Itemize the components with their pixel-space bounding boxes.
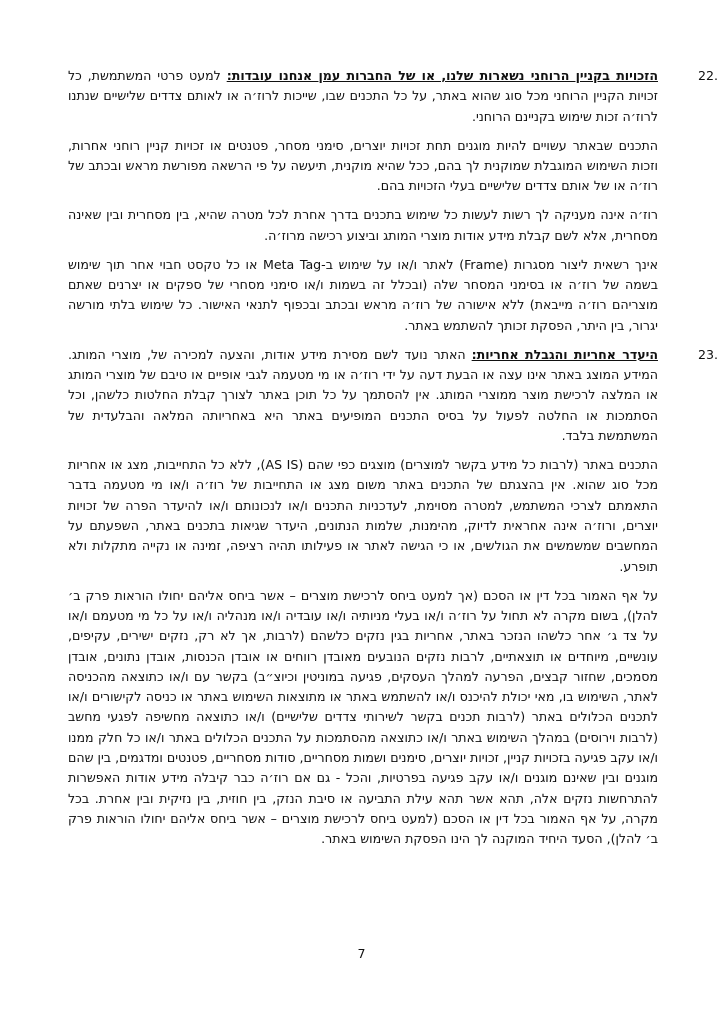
clause-heading: הזכויות בקניין הרוחני נשארות שלנו, או של החברות עמן אנחנו עובדות: bbox=[226, 68, 658, 83]
document-page bbox=[68, 66, 718, 858]
clause-paragraph: על אף האמור בכל דין או הסכם (אך למעט ביחס לרכישת מוצרים – אשר ביחס אליהם יחולו הוראות פרק ב׳ להלן), בשום מקרה לא תחול על רוז׳ה ו/או בעלי מניותיה ו/או עובדיה ו/או מנהליה ו/או על כל מי מטעמם ו/או על צד ג׳ אחר כלשהו הנזכר באתר, אחריות בגין נזקים כלשהם (לרבות, אך לא רק, נזקים ישירים, עקיפים, עונשיים, מיוחדים או תוצאתיים, לרבות נזקים הנובעים מאובדן רווחים או אובדן הכנסות, אובדן נתונים, אובדן מסמכים, שחזור קבצים, הפרעה למהלך העסקים, פגיעה במוניטין וכיוצ״ב) בקשר עם ו/או כתוצאה מהכניסה לאתר, השימוש בו, מאי יכולת להיכנס ו/או להשתמש באתר או מתוצאות השימוש באתר או כניסה לקישורים ו/או לתכנים הכלולים באתר (לרבות תכנים בקשר לשירותי צדדים שלישיים) ו/או כתוצאה מחשיפה לפגעי מחשב (לרבות וירוסים) במהלך השימוש באתר ו/או כתוצאה מהסתמכות על התכנים הכלולים באתר ו/או כל חלק ממנו ו/או עקב פגיעה בזכויות קניין, זכויות יוצרים, סימנים ושמות מסחריים, סודות מסחריים, פטנטים ומדגמים, בין שהם מוגנים ובין שאינם מוגנים ו/או עקב פגיעה בפרטיות, והכל - גם אם רוז׳ה כבר קיבלה מידע אודות האפשרות להתרחשות נזקים אלה, תהא אשר תהא עילת התביעה או סיבת הנזק, בין חוזית, בין נזיקית ובין אחרת. בכל מקרה, על אף האמור בכל דין או הסכם (למעט ביחס לרכישת מוצרים – אשר ביחס אליהם יחולו הוראות פרק ב׳ להלן), הסעד היחיד המוקנה לך הינו הפסקת השימוש באתר. bbox=[68, 587, 658, 847]
clause-paragraph: התכנים באתר (לרבות כל מידע בקשר למוצרים) מוצגים כפי שהם (AS IS), ללא כל התחייבות, מצג או אחריות מכל סוג שהוא. אין בהצגתם של התכנים באתר משום מצג או התחייבות של רוז׳ה ו/או מי מטעמה בדבר התאמתם לצרכי המשתמש, למטרה מסוימת, לעדכניות התכנים ו/או לנכונותם ו/או להיעדר הפרה של זכויות יוצרים, ורוז׳ה אינה אחראית לדיוק, מהימנות, שלמות הנתונים, היעדר שגיאות בתכנים באתר, השפעתם על המחשבים שמשמשים את הגולשים, או כי הגישה לאתר או פעילותו תהיה רציפה, זמינה או נקייה מתקלות ולא תופרע. bbox=[68, 457, 658, 574]
page-number: 7 bbox=[357, 946, 366, 961]
clause-paragraph bbox=[68, 66, 658, 127]
clause-23 bbox=[68, 345, 718, 850]
clause-paragraph: רוז׳ה אינה מעניקה לך רשות לעשות כל שימוש בתכנים בדרך אחרת לכל מטרה שהיא, בין מסחרית ובין שאינה מסחרית, אלא לשם קבלת מידע אודות מוצרי המותג וביצוע רכישה מרוז׳ה. bbox=[68, 207, 658, 243]
paragraph-text: למעט פרטי המשתמשת, כל זכויות הקניין הרוחני מכל סוג שהוא באתר, על כל התכנים שבו, שייכות לרוז׳ה או לאותם צדדים שלישיים שנתנו לרוז׳ה זכות שימוש בקניינם הרוחני. bbox=[68, 68, 658, 124]
clause-number: 23. bbox=[697, 346, 718, 362]
clause-paragraph: התכנים שבאתר עשויים להיות מוגנים תחת זכויות יוצרים, סימני מסחר, פטנטים או זכויות קניין רוחני אחרות, וזכות השימוש המוגבלת שמוקנית לך בהם, ככל שהיא מוקנית, תיעשה על פי הרשאה מפורשת מראש ובכתב של רוז׳ה או של אותם צדדים שלישיים בעלי הזכויות בהם. bbox=[68, 137, 658, 194]
clause-paragraph: אינך רשאית ליצור מסגרות (Frame) לאתר ו/או על שימוש ב-Meta Tag או כל טקסט חבוי אחר תוך שימוש בשמה של רוז׳ה או בסימני המסחר שלה (ובכלל זה בשמות ו/או סימני מסחרי של ספקים או יצרנים שאתם מוצריהם רוז׳ה מייבאת) ללא אישורה של רוז׳ה מראש ובכתב ובכפוף לתנאי האישור. כל שימוש בלתי מורשה יגרור, בין היתר, הפסקת זכותך להשתמש באתר. bbox=[68, 256, 658, 333]
clause-number: 22. bbox=[697, 68, 718, 83]
clause-22 bbox=[68, 66, 718, 336]
clause-paragraph bbox=[68, 345, 658, 446]
clause-heading: היעדר אחריות והגבלת אחריות: bbox=[471, 346, 658, 362]
paragraph-text: האתר נועד לשם מסירת מידע אודות, והצעה למכירה של, מוצרי המותג. המידע המוצג באתר אינו עצה או הבעת דעה על ידי רוז׳ה או מי מטעמה לגבי אופיים או טיבם של מוצרי המותג או המלצה לרכישת מוצר ממוצרי המותג. אין להסתמך על כל תוכן באתר לצורך קבלת החלטות כלשהן, וכל הסתמכות או החלטה לפעול על בסיס התכנים המופיעים באתר היא באחריותה המלאה והבלעדית של המשתמשת בלבד. bbox=[68, 346, 658, 443]
